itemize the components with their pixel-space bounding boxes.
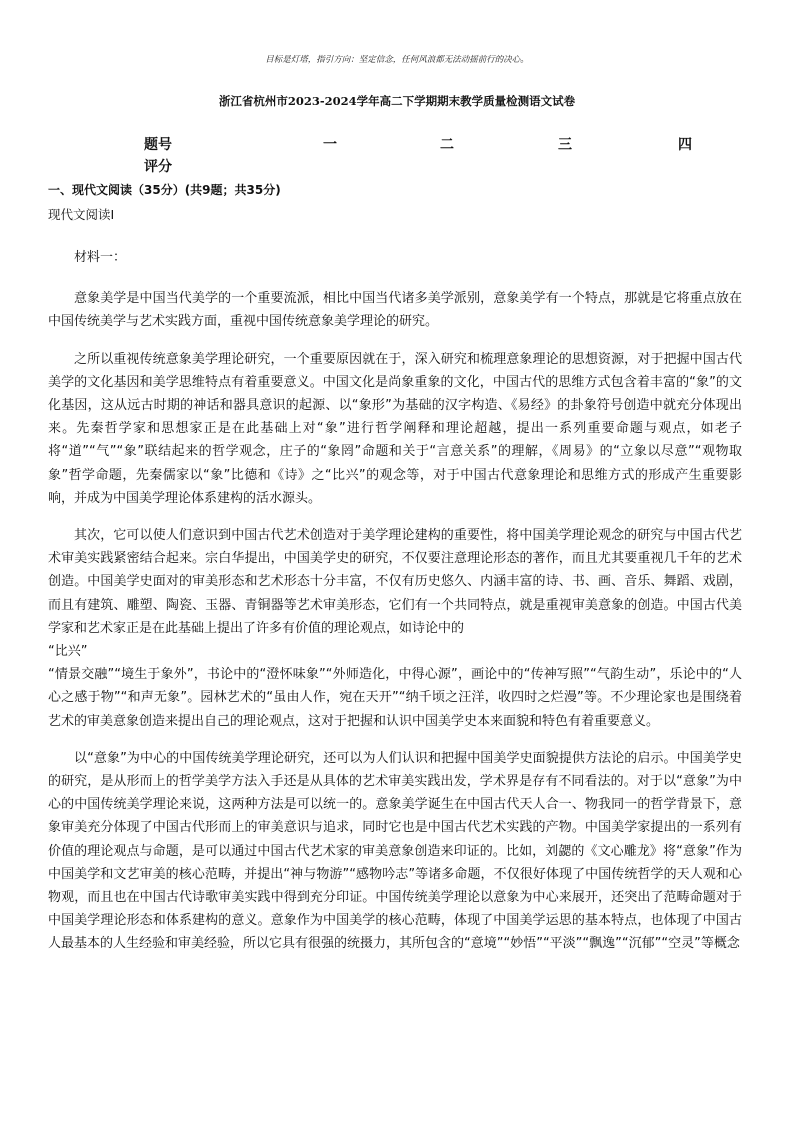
column-3: 三 [558,137,572,153]
column-2: 二 [440,137,454,153]
article-body [48,246,742,970]
question-number-label: 题号 [144,137,172,153]
material-label: 材料一： [74,250,127,265]
paragraph-3: 其次，它可以使人们意识到中国古代艺术创造对于美学理论建构的重要性，将中国美学理论观念的研究与中国古代艺术审美实践紧密结合起来。宗白华提出，中国美学史的研究，不仅要注意理论形态的著作，而且尤其要重视几千年的艺术创造。中国美学史面对的审美形态和艺术形态十分丰富，不仅有历史悠久、内涵丰富的诗、书、画、音乐、舞蹈、戏剧，而且有建筑、雕塑、陶瓷、玉器、青铜器等艺术审美形态，它们有一个共同特点，就是重视审美意象的创造。中国古代美学家和艺术家正是在此基础上提出了许多有价值的理论观点，如诗论中的 [48,528,742,636]
paragraph-4: 以“意象”为中心的中国传统美学理论研究，还可以为人们认识和把握中国美学史面貌提供方法论的启示。中国美学史的研究，是从形而上的哲学美学方法入手还是从具体的艺术审美实践出发，学术界是存有不同看法的。对于以“意象”为中心的中国传统美学理论来说，这两种方法是可以统一的。意象美学诞生在中国古代天人合一、物我同一的哲学背景下，意象审美充分体现了中国古代形而上的审美意识与追求，同时它也是中国古代艺术实践的产物。中国美学家提出的一系列有价值的理论观点与命题，是可以通过中国古代艺术家的审美意象创造来印证的。比如，刘勰的《文心雕龙》将“意象”作为中国美学和文艺审美的核心范畴，并提出“神与物游”“感物吟志”等诸多命题，不仅很好体现了中国传统哲学的天人观和心物观，而且也在中国古代诗歌审美实践中得到充分印证。中国传统美学理论以意象为中心来展开，还突出了范畴命题对于中国美学理论形态和体系建构的意义。意象作为中国美学的核心范畴，体现了中国美学运思的基本特点，也体现了中国古人最基本的人生经验和审美经验，所以它具有很强的统摄力，其所包含的“意境”“妙悟”“平淡”“飘逸”“沉郁”“空灵”等概念 [48,750,742,952]
paragraph-3-fragment: “比兴” [48,644,88,660]
paragraph-2: 之所以重视传统意象美学理论研究，一个重要原因就在于，深入研究和梳理意象理论的思想资源，对于把握中国古代美学的文化基因和美学思维特点有着重要意义。中国文化是尚象重象的文化，中国古代的思维方式包含着丰富的“象”的文化基因，这从远古时期的神话和器具意识的起源、以“象形”为基础的汉字构造、《易经》的卦象符号创造中就充分体现出来。先秦哲学家和思想家正是在此基础上对“象”进行哲学阐释和理论超越，提出一系列重要命题与观点，如老子将“道”“气”“象”联结起来的哲学观念，庄子的“象罔”命题和关于“言意关系”的理解，《周易》的“立象以尽意”“观物取象”哲学命题，先秦儒家以“象”比德和《诗》之“比兴”的观念等，对于中国古代意象理论和思维方式的形成产生重要影响，并成为中国美学理论体系建构的活水源头。 [48,351,742,506]
subsection-heading: 现代文阅读Ⅰ [48,207,115,222]
paragraph-1: 意象美学是中国当代美学的一个重要流派，相比中国当代诸多美学派别，意象美学有一个特点，那就是它将重点放在中国传统美学与艺术实践方面，重视中国传统意象美学理论的研究。 [48,291,742,330]
score-table-score-row [140,156,700,178]
section-heading: 一、现代文阅读（35分）(共9题；共35分) [48,183,281,197]
column-1: 一 [323,137,337,153]
score-table [140,134,700,178]
score-label: 评分 [144,159,172,175]
column-4: 四 [678,137,692,153]
page-title: 浙江省杭州市2023-2024学年高二下学期期末教学质量检测语文试卷 [218,94,576,108]
score-table-header-row [140,134,700,156]
paragraph-3-continuation: “情景交融”“境生于象外”，书论中的“澄怀味象”“外师造化，中得心源”，画论中的“传神写照”“气韵生动”，乐论中的“人心之感于物”“和声无象”。园林艺术的“虽由人作，宛在天开”“纳千顷之汪洋，收四时之烂漫”等。不少理论家也是围绕着艺术的审美意象创造来提出自己的理论观点，这对于把握和认识中国美学史本来面貌和特色有着重要意义。 [48,667,742,729]
motto-text: 目标是灯塔，指引方向：坚定信念，任何风浪都无法动摇前行的决心。 [265,55,529,65]
